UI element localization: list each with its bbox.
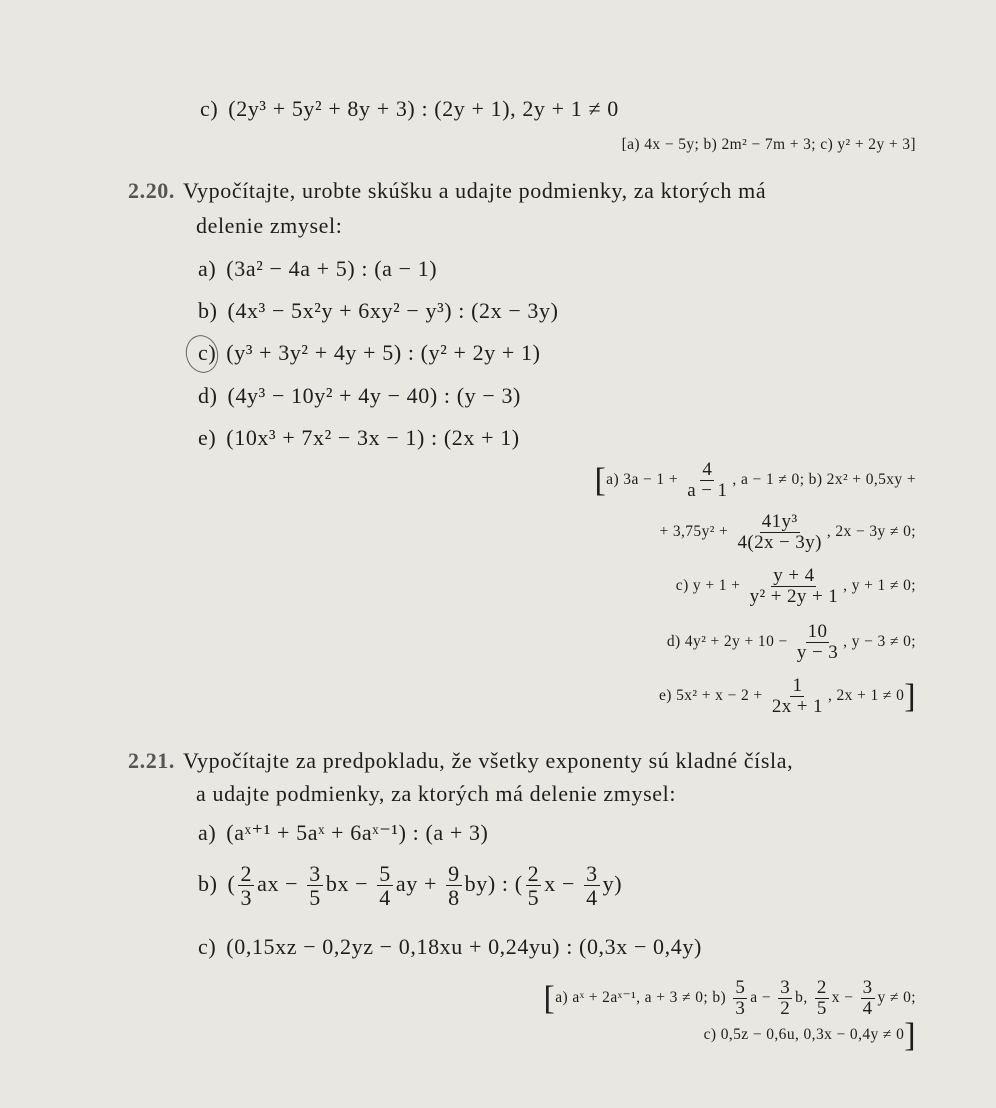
expression — [228, 96, 619, 121]
fraction — [685, 460, 729, 501]
problem-item — [198, 256, 437, 282]
exercise-text: Vypočítajte za predpokladu, že všetky exponenty sú kladné čísla, — [183, 748, 794, 773]
answer-line — [659, 512, 916, 553]
answer-2-19 — [622, 136, 916, 154]
math-text: a) 3a − 1 + — [606, 471, 683, 488]
math-text: , 2x − 3y ≠ 0; — [826, 523, 916, 540]
expression — [228, 298, 559, 323]
math-text: x − — [831, 989, 858, 1006]
numerator: 1 — [792, 675, 803, 696]
denominator: 3 — [240, 885, 253, 911]
math-text: (0,15xz − 0,2yz − 0,18xu + 0,24yu) : (0,3x − 0,4y) — [226, 934, 702, 959]
numerator: 9 — [448, 861, 460, 886]
numerator: 5 — [379, 861, 391, 886]
math-text: ( — [227, 870, 236, 896]
problem-item — [198, 934, 702, 960]
denominator: y − 3 — [796, 641, 839, 663]
math-text: by) : ( — [464, 870, 523, 896]
exercise-text-cont: a udajte podmienky, za ktorých má delenie zmysel: — [196, 781, 677, 806]
answer-line — [703, 1017, 916, 1054]
answer-line — [676, 566, 916, 607]
fraction — [861, 978, 875, 1019]
numerator: 3 — [862, 977, 873, 998]
fraction — [377, 862, 393, 909]
numerator: y + 4 — [773, 565, 815, 586]
math-text: a) aˣ + 2aˣ⁻¹, a + 3 ≠ 0; b) — [555, 989, 731, 1006]
math-text: c) 0,5z − 0,6u, 0,3x − 0,4y ≠ 0 — [703, 1026, 905, 1044]
denominator: 5 — [527, 885, 540, 911]
denominator: 2 — [780, 997, 791, 1019]
numerator: 5 — [735, 977, 746, 998]
problem-item — [198, 340, 541, 366]
math-text: ay + — [395, 870, 444, 896]
exercise-number: 2.21. — [128, 748, 175, 773]
numerator: 3 — [780, 977, 791, 998]
math-text: (2y³ + 5y² + 8y + 3) : (2y + 1), 2y + 1 ≠ 0 — [228, 96, 619, 121]
math-text: , y − 3 ≠ 0; — [843, 633, 916, 650]
denominator: a − 1 — [687, 479, 728, 501]
item-label: d) — [198, 383, 218, 408]
item-label: a) — [198, 820, 217, 845]
math-text: c) y + 1 + — [675, 577, 745, 594]
math-text: x − — [544, 870, 582, 896]
expression — [226, 425, 519, 450]
fraction — [307, 862, 323, 909]
fraction — [238, 862, 254, 909]
math-text: (aˣ⁺¹ + 5aˣ + 6aˣ⁻¹) : (a + 3) — [226, 820, 489, 845]
math-text: , y + 1 ≠ 0; — [843, 577, 916, 594]
fraction — [748, 566, 841, 607]
item-label: c) — [198, 340, 217, 365]
item-label: c) — [198, 934, 217, 959]
fraction — [770, 676, 825, 717]
math-text: bx − — [325, 870, 375, 896]
answer-line — [543, 978, 916, 1019]
fraction — [733, 978, 747, 1019]
expression — [226, 820, 488, 845]
math-text: d) 4y² + 2y + 10 − — [666, 633, 792, 650]
numerator: 3 — [309, 861, 321, 886]
exercise-number: 2.20. — [128, 178, 175, 203]
denominator: 8 — [448, 885, 460, 911]
fraction — [735, 512, 823, 553]
problem-item — [198, 383, 521, 409]
math-text: e) 5x² + x − 2 + — [658, 687, 767, 704]
item-label: c) — [200, 96, 219, 121]
item-label: b) — [198, 870, 218, 896]
math-text: (y³ + 3y² + 4y + 5) : (y² + 2y + 1) — [226, 340, 541, 365]
exercise-text-cont: delenie zmysel: — [196, 213, 343, 238]
answer-bracket: ] — [904, 1017, 916, 1054]
math-text: ax − — [257, 870, 305, 896]
math-text: (3a² − 4a + 5) : (a − 1) — [226, 256, 438, 281]
numerator: 4 — [702, 459, 713, 480]
numerator: 2 — [240, 861, 253, 886]
denominator: 5 — [309, 885, 321, 911]
expression — [228, 383, 521, 408]
fraction — [584, 862, 600, 909]
numerator: 41y³ — [761, 511, 798, 532]
fraction — [795, 622, 840, 663]
denominator: 3 — [735, 997, 746, 1019]
problem-item — [198, 425, 520, 451]
exercise-2-21-heading — [128, 748, 793, 774]
denominator: 4 — [862, 997, 873, 1019]
math-text: y) — [602, 870, 623, 896]
exercise-2-20-heading — [128, 178, 766, 204]
denominator: y² + 2y + 1 — [749, 585, 839, 607]
item-label: a) — [198, 256, 217, 281]
fraction — [778, 978, 792, 1019]
item-label: e) — [198, 425, 217, 450]
fraction — [446, 862, 462, 909]
fraction — [526, 862, 542, 909]
expression — [227, 861, 623, 911]
problem-item — [198, 820, 489, 846]
denominator: 2x + 1 — [771, 695, 823, 717]
math-text: b, — [795, 989, 812, 1006]
numerator: 2 — [816, 977, 827, 998]
math-text: (10x³ + 7x² − 3x − 1) : (2x + 1) — [226, 425, 520, 450]
math-text: (4y³ − 10y² + 4y − 40) : (y − 3) — [227, 383, 521, 408]
exercise-text: Vypočítajte, urobte skúšku a udajte podmienky, za ktorých má — [183, 178, 767, 203]
answer-bracket: [ — [594, 461, 607, 499]
expression — [226, 256, 437, 281]
problem-2-19c — [200, 96, 619, 122]
denominator: 4 — [586, 885, 598, 911]
numerator: 3 — [586, 861, 598, 886]
math-text: , 2x + 1 ≠ 0 — [827, 687, 905, 704]
fraction — [815, 978, 829, 1019]
expression — [226, 934, 702, 959]
math-text: a − — [750, 989, 776, 1006]
answer-bracket: [ — [543, 979, 556, 1017]
answer-line — [594, 460, 916, 501]
expression — [226, 340, 540, 365]
problem-item — [198, 862, 622, 909]
answer-line — [667, 622, 916, 663]
numerator: 10 — [807, 621, 828, 642]
answer-bracket: ] — [904, 677, 916, 715]
problem-item — [198, 298, 559, 324]
denominator: 5 — [816, 997, 827, 1019]
numerator: 2 — [527, 861, 540, 886]
math-text: y ≠ 0; — [877, 989, 916, 1006]
denominator: 4 — [379, 885, 391, 911]
answer-line — [659, 676, 916, 717]
math-text: [a) 4x − 5y; b) 2m² − 7m + 3; c) y² + 2y + 3] — [621, 136, 916, 153]
math-text: + 3,75y² + — [659, 523, 733, 540]
math-text: (4x³ − 5x²y + 6xy² − y³) : (2x − 3y) — [227, 298, 559, 323]
math-text: , a − 1 ≠ 0; b) 2x² + 0,5xy + — [732, 471, 916, 488]
item-label: b) — [198, 298, 218, 323]
denominator: 4(2x − 3y) — [737, 531, 822, 553]
